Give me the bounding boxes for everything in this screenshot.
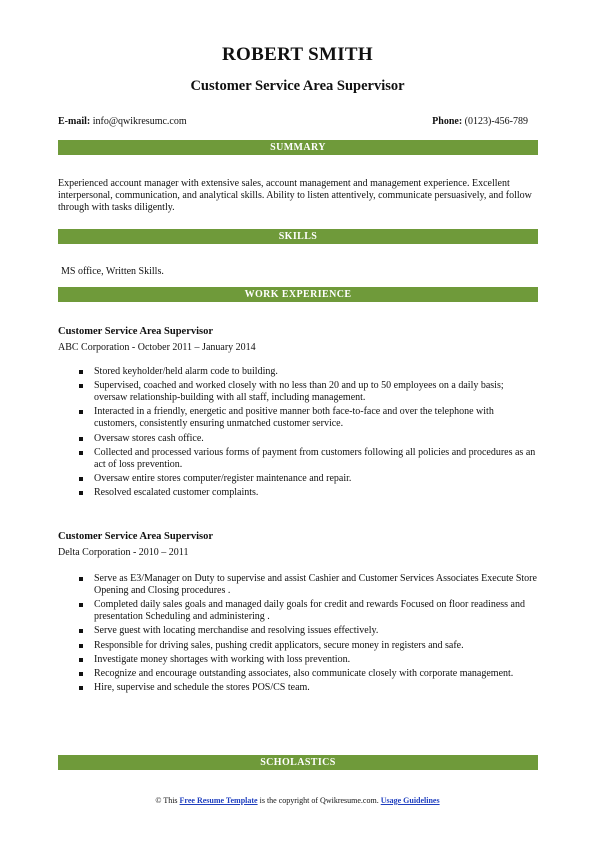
footer-copyright [0, 796, 595, 806]
job-bullet: Stored keyholder/held alarm code to building. [58, 366, 538, 378]
footer-middle: is the copyright of Qwikresume.com. [259, 796, 379, 805]
job-bullet: Interacted in a friendly, energetic and positive manner both face-to-face and over the telephone with customers, consistently ensuring unmatched customer service. [58, 406, 538, 430]
section-header-work-experience: WORK EXPERIENCE [58, 287, 538, 302]
job-bullet: Serve as E3/Manager on Duty to supervise and assist Cashier and Customer Services Associates Execute Store Opening and Closing procedures . [58, 573, 538, 597]
phone-line [432, 116, 528, 128]
summary-text: Experienced account manager with extensive sales, account management and management experience. Excellent interpersonal, communication, and analytical skills. Ability to listen attentively, communicate persuasively, and follow through with tasks diligently. [58, 178, 532, 213]
job-company-dates: ABC Corporation - October 2011 – January 2014 [58, 342, 256, 353]
job-company-dates: Delta Corporation - 2010 – 2011 [58, 547, 189, 558]
job-bullet: Serve guest with locating merchandise and resolving issues effectively. [58, 625, 538, 637]
email-label: E-mail: [58, 116, 91, 127]
phone-label: Phone: [432, 116, 463, 127]
email-value: info@qwikresumc.com [92, 116, 187, 127]
job-bullet: Recognize and encourage outstanding associates, also communicate closely with corporate management. [58, 668, 538, 680]
job-bullet: Completed daily sales goals and managed daily goals for credit and rewards Focused on floor readiness and presentation Scheduling and administering . [58, 599, 538, 623]
job-bullet: Oversaw stores cash office. [58, 433, 538, 445]
footer-prefix: © This [155, 796, 178, 805]
job-bullet: Collected and processed various forms of payment from customers following all policies and procedures as an act of loss prevention. [58, 447, 538, 471]
job-title: Customer Service Area Supervisor [58, 531, 214, 542]
job-bullet: Supervised, coached and worked closely with no less than 20 and up to 50 employees on a daily basis; oversaw relationship-building with all staff, including management. [58, 380, 538, 404]
job-bullet: Hire, supervise and schedule the stores POS/CS team. [58, 682, 538, 694]
job-bullet: Oversaw entire stores computer/register maintenance and repair. [58, 473, 538, 485]
job-bullet-list [58, 366, 538, 501]
job-bullet: Investigate money shortages with working with loss prevention. [58, 654, 538, 666]
section-header-scholastics: SCHOLASTICS [58, 755, 538, 770]
job-bullet-list [58, 573, 538, 696]
job-bullet: Resolved escalated customer complaints. [58, 487, 538, 499]
job-title: Customer Service Area Supervisor [58, 326, 214, 337]
free-resume-template-link[interactable]: Free Resume Template [179, 796, 258, 805]
candidate-role: Customer Service Area Supervisor [190, 78, 405, 94]
email-line [58, 116, 187, 128]
section-header-summary: SUMMARY [58, 140, 538, 155]
phone-value: (0123)-456-789 [464, 116, 528, 127]
job-bullet: Responsible for driving sales, pushing credit applicators, secure money in registers and safe. [58, 640, 538, 652]
candidate-name: ROBERT SMITH [222, 44, 373, 65]
usage-guidelines-link[interactable]: Usage Guidelines [380, 796, 440, 805]
skills-text: MS office, Written Skills. [61, 266, 164, 277]
section-header-skills: SKILLS [58, 229, 538, 244]
